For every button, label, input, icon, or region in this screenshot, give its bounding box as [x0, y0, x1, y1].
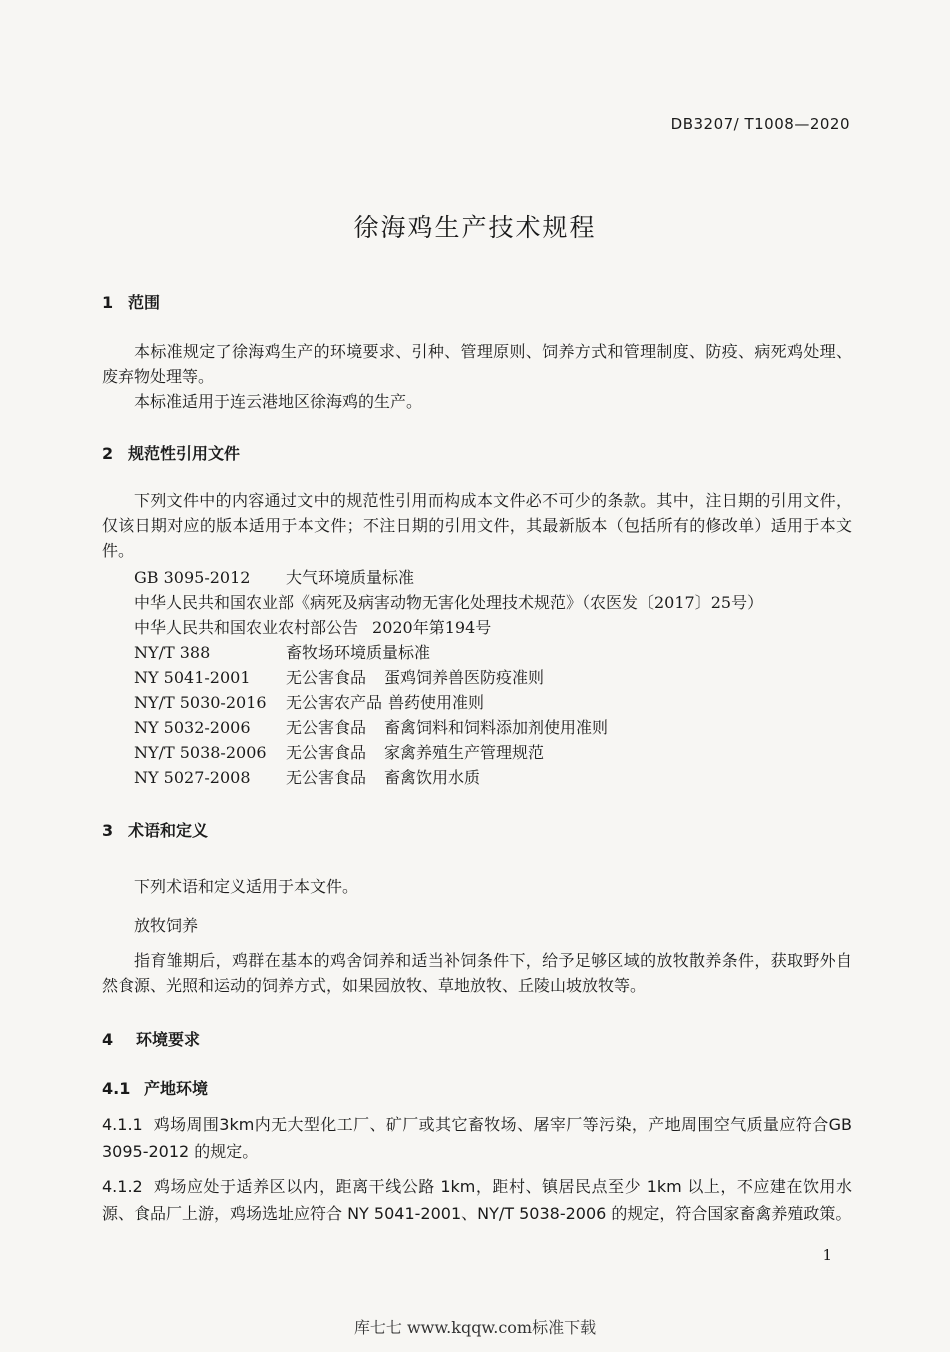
section-1-heading	[102, 290, 160, 313]
reference-subtitle: 蛋鸡饲养兽医防疫准则	[384, 668, 545, 687]
paragraph: 本标准适用于连云港地区徐海鸡的生产。	[134, 392, 423, 411]
section-number: 3	[102, 821, 114, 840]
reference-item	[134, 740, 544, 763]
reference-item	[134, 615, 491, 638]
reference-item	[134, 640, 430, 663]
section-number: 2	[102, 444, 114, 463]
section-3-heading	[102, 818, 208, 841]
reference-subtitle: 家禽养殖生产管理规范	[384, 743, 545, 762]
reference-item	[134, 590, 763, 613]
clause-4-1-1	[102, 1111, 852, 1165]
paragraph: 本标准规定了徐海鸡生产的环境要求、引种、管理原则、饲养方式和管理制度、防疫、病死鸡处理、废弃物处理等。	[102, 342, 852, 386]
reference-code: NY/T 5030-2016	[134, 693, 267, 712]
reference-code: GB 3095-2012	[134, 568, 251, 587]
section-title: 范围	[128, 293, 161, 312]
page-title: 徐海鸡生产技术规程	[353, 213, 597, 242]
footer-watermark[interactable]: 库七七 www.kqqw.com标准下载	[353, 1318, 597, 1337]
reference-subtitle: 兽药使用准则	[388, 693, 485, 712]
reference-title: 无公害食品	[286, 743, 367, 762]
section-4-heading	[102, 1027, 200, 1050]
subsection-title: 产地环境	[144, 1079, 209, 1098]
reference-subtitle: 畜禽饮用水质	[384, 768, 481, 787]
clause-4-1-2	[102, 1173, 852, 1227]
term-definition: 指育雏期后，鸡群在基本的鸡舍饲养和适当补饲条件下，给予足够区域的放牧散养条件，获取野外自然食源、光照和运动的饲养方式，如果园放牧、草地放牧、丘陵山坡放牧等。	[102, 951, 852, 995]
reference-code: NY 5041-2001	[134, 668, 251, 687]
section-number: 4	[102, 1030, 114, 1049]
reference-subtitle: 畜禽饲料和饲料添加剂使用准则	[384, 718, 609, 737]
subsection-number: 4.1	[102, 1079, 131, 1098]
reference-code: 中华人民共和国农业部《病死及病害动物无害化处理技术规范》（农医发〔2017〕25号）	[134, 593, 764, 612]
paragraph: 下列术语和定义适用于本文件。	[134, 877, 359, 896]
reference-item	[134, 715, 608, 738]
doc-number: DB3207/ T1008—2020	[670, 115, 850, 133]
reference-code: NY/T 5038-2006	[134, 743, 267, 762]
reference-title: 无公害食品	[286, 668, 367, 687]
clause-number: 4.1.1	[102, 1115, 143, 1134]
clause-number: 4.1.2	[102, 1177, 143, 1196]
paragraph: 下列文件中的内容通过文中的规范性引用而构成本文件必不可少的条款。其中，注日期的引用文件，仅该日期对应的版本适用于本文件；不注日期的引用文件，其最新版本（包括所有的修改单）适用于本文件。	[102, 491, 852, 560]
reference-code: NY 5027-2008	[134, 768, 251, 787]
section-title: 术语和定义	[128, 821, 209, 840]
reference-title: 无公害食品	[286, 718, 367, 737]
reference-item	[134, 665, 544, 688]
term-heading: 放牧饲养	[134, 916, 199, 935]
reference-title: 无公害食品	[286, 768, 367, 787]
reference-title: 2020年第194号	[372, 618, 492, 637]
section-2-heading	[102, 441, 240, 464]
clause-text: 鸡场应处于适养区以内，距离干线公路 1km，距村、镇居民点至少 1km 以上，不应建在饮用水源、食品厂上游，鸡场选址应符合 NY 5041-2001、NY/T 5038-2006 的规定，符合国家畜禽养殖政策。	[102, 1177, 853, 1223]
reference-item	[134, 565, 414, 588]
reference-title: 无公害农产品	[286, 693, 383, 712]
reference-title: 畜牧场环境质量标准	[286, 643, 431, 662]
reference-item	[134, 690, 484, 713]
reference-code: 中华人民共和国农业农村部公告	[134, 618, 359, 637]
section-number: 1	[102, 293, 114, 312]
page-number: 1	[822, 1246, 832, 1264]
subsection-4-1-heading	[102, 1076, 208, 1099]
reference-title: 大气环境质量标准	[286, 568, 415, 587]
section-title: 规范性引用文件	[128, 444, 241, 463]
reference-code: NY 5032-2006	[134, 718, 251, 737]
section-title: 环境要求	[136, 1030, 201, 1049]
reference-code: NY/T 388	[134, 643, 211, 662]
clause-text: 鸡场周围3km内无大型化工厂、矿厂或其它畜牧场、屠宰厂等污染，产地周围空气质量应符合GB 3095-2012 的规定。	[102, 1115, 852, 1161]
reference-item	[134, 765, 480, 788]
